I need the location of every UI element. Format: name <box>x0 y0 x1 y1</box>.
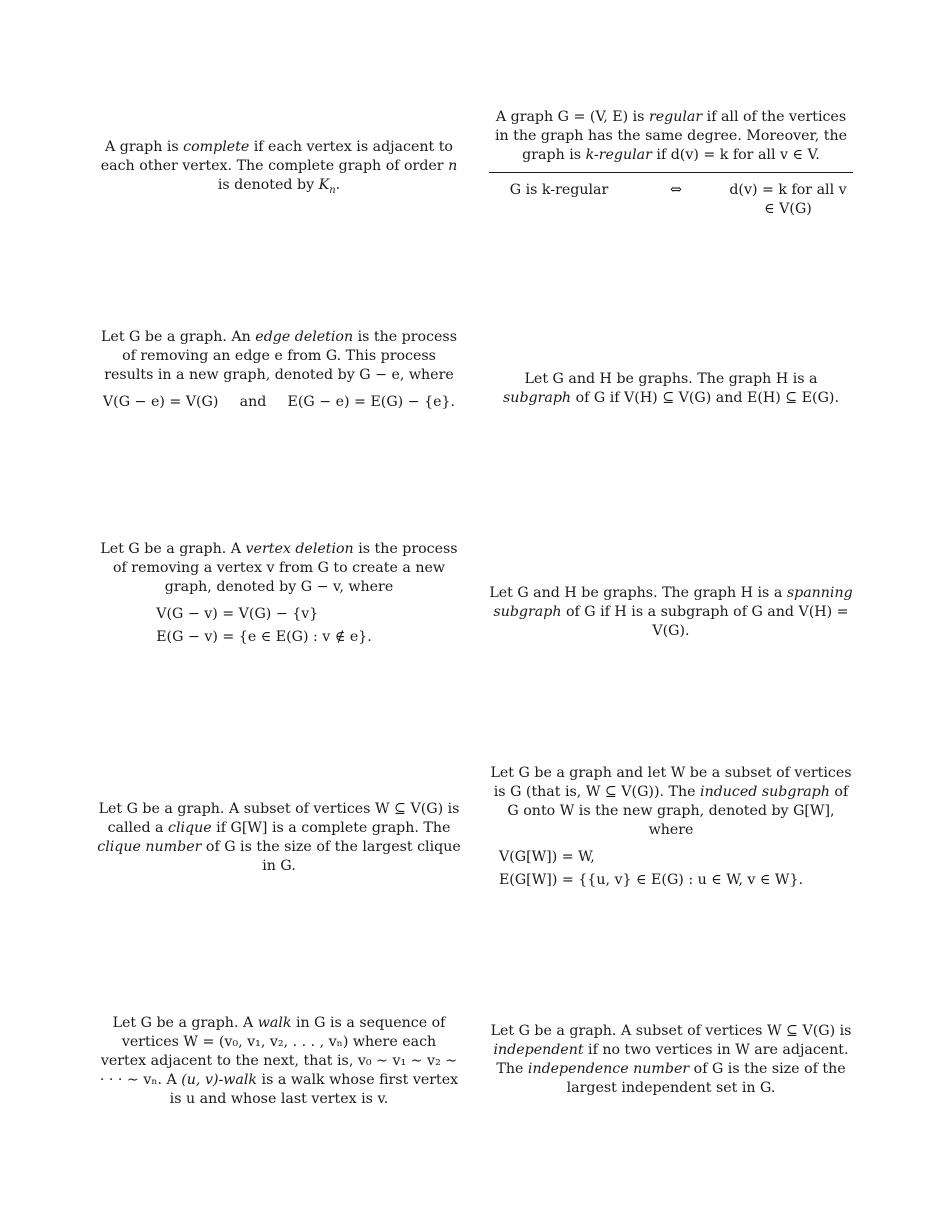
definition-text <box>489 1022 853 1098</box>
text-run: Let G be a graph. A subset of vertices W ⊆ V(G) is <box>490 1023 852 1039</box>
defined-term: subgraph <box>503 390 572 406</box>
defined-term: k-regular <box>585 147 652 163</box>
definition-text <box>97 540 461 597</box>
card-clique <box>97 800 461 876</box>
defined-term: (u, v)-walk <box>181 1072 258 1088</box>
text-run: Let G be a graph. A subset of vertices W ⊆ V(G) is called a <box>98 801 460 836</box>
equation-right: E(G − e) = E(G) − {e}. <box>287 394 456 410</box>
defined-term: clique <box>168 820 212 836</box>
text-run: of G is the size of the largest independent set in G. <box>566 1061 846 1096</box>
defined-term: independent <box>493 1042 584 1058</box>
text-run: A graph is <box>105 139 184 155</box>
card-complete-graph <box>97 138 461 200</box>
text-run: Let G be a graph and let W be a subset of vertices is G (that is, W ⊆ V(G)). The <box>490 765 852 800</box>
text-run: Let G be a graph. An <box>101 329 256 345</box>
text-run: if all of the vertices in the graph has the same degree. Moreover, the graph is <box>494 109 848 163</box>
equation-line: E(G − v) = {e ∈ E(G) : v ∉ e}. <box>156 629 372 645</box>
definition-text <box>489 584 853 641</box>
text-run: in G is a sequence of vertices W = (v₀, v₁, v₂, . . . , vₙ) where each vertex adjacent to the next, that is, v₀ ∼ v₁ ∼ v₂ ∼ · · · ∼ vₙ. A <box>99 1015 458 1088</box>
display-equation <box>499 848 803 890</box>
text-run: if each vertex is adjacent to each other vertex. The complete graph of order <box>100 139 453 174</box>
text-run: is a walk whose first vertex is u and whose last vertex is v. <box>169 1072 459 1107</box>
card-independent-set <box>489 1022 853 1098</box>
defined-term: walk <box>257 1015 292 1031</box>
text-run: Let G be a graph. A <box>112 1015 258 1031</box>
text-run: Let G be a graph. A <box>100 541 246 557</box>
text-run: is the process of removing a vertex v from G to create a new graph, denoted by G − v, where <box>112 541 458 595</box>
equation-line: V(G − v) = V(G) − {v} <box>156 606 319 622</box>
defined-term: complete <box>183 139 250 155</box>
defined-term: regular <box>648 109 703 125</box>
math-var: n <box>448 158 458 174</box>
card-spanning-subgraph <box>489 584 853 641</box>
definition-text <box>489 764 853 840</box>
card-subgraph <box>489 370 853 408</box>
defined-term: independence number <box>527 1061 690 1077</box>
equation-line: V(G[W]) = W, <box>498 849 595 865</box>
card-walk <box>97 1014 461 1109</box>
card-edge-deletion <box>97 328 461 412</box>
definition-text <box>97 1014 461 1109</box>
text-run: . <box>335 177 341 193</box>
equivalence-table <box>489 181 853 219</box>
equation-conjunction: and <box>239 394 267 410</box>
text-run: if no two vertices in W are adjacent. The <box>496 1042 849 1077</box>
equation-line: E(G[W]) = {{u, v} ∈ E(G) : u ∈ W, v ∈ W}. <box>498 872 804 888</box>
text-run: of G if V(H) ⊆ V(G) and E(H) ⊆ E(G). <box>571 390 839 406</box>
display-equation <box>97 393 461 412</box>
math-subscript: n <box>329 184 336 196</box>
display-equation <box>156 605 372 647</box>
defined-term: spanning subgraph <box>493 585 853 620</box>
defined-term: clique number <box>97 839 202 855</box>
text-run: is denoted by <box>217 177 319 193</box>
defined-term: induced subgraph <box>700 784 830 800</box>
definition-text <box>97 138 461 200</box>
defined-term: edge deletion <box>255 329 354 345</box>
definition-text <box>97 800 461 876</box>
card-vertex-deletion <box>97 540 461 647</box>
definition-text <box>489 108 853 165</box>
text-run: is the process of removing an edge e from G. This process results in a new graph, denoted by G − e, where <box>104 329 457 383</box>
iff-symbol: ⇔ <box>670 182 682 198</box>
text-run: of G is the size of the largest clique in G. <box>201 839 461 874</box>
text-run: if G[W] is a complete graph. The <box>211 820 451 836</box>
definition-text <box>97 328 461 385</box>
text-run: of G if H is a subgraph of G and V(H) = V(G). <box>561 604 849 639</box>
divider-rule <box>489 172 853 173</box>
definition-text <box>489 370 853 408</box>
defined-term: vertex deletion <box>245 541 354 557</box>
text-run: A graph G = (V, E) is <box>495 109 649 125</box>
text-run: of G onto W is the new graph, denoted by G[W], where <box>507 784 849 838</box>
math-var: K <box>318 177 330 193</box>
equation-left: V(G − e) = V(G) <box>102 394 219 410</box>
card-induced-subgraph <box>489 764 853 890</box>
card-regular-graph <box>489 108 853 219</box>
equivalence-right: d(v) = k for all v ∈ V(G) <box>729 182 847 217</box>
text-run: if d(v) = k for all v ∈ V. <box>651 147 820 163</box>
equivalence-left: G is k-regular <box>509 182 609 198</box>
text-run: Let G and H be graphs. The graph H is a <box>489 585 787 601</box>
text-run: Let G and H be graphs. The graph H is a <box>524 371 818 387</box>
